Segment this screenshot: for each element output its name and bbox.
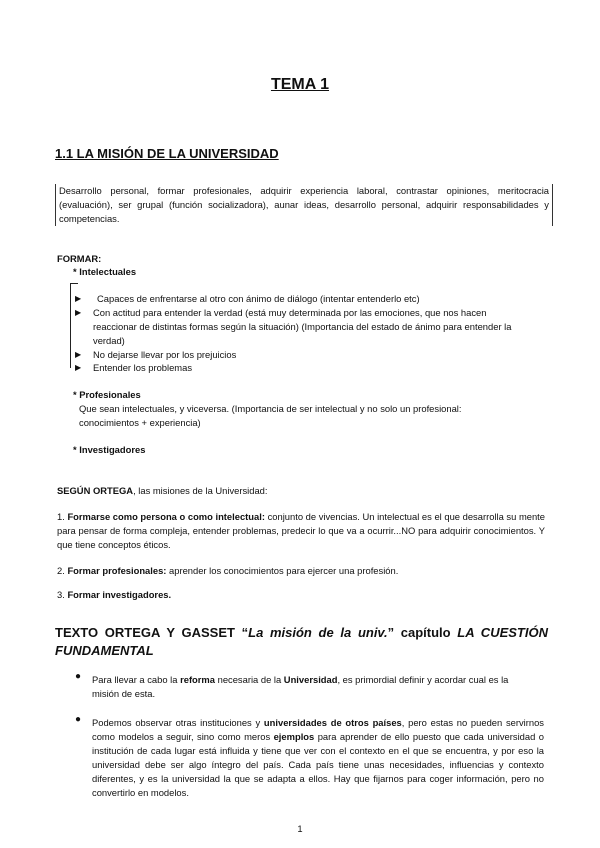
bullet-dot-icon: ● <box>75 714 82 725</box>
bullet-dot-icon: ● <box>75 671 82 682</box>
ortega-intro <box>57 484 268 498</box>
bullet-1-reforma: reforma <box>180 674 215 685</box>
texto-heading-part-c: ” capítulo <box>387 625 458 640</box>
investigadores-label: * Investigadores <box>73 444 146 455</box>
mision-1 <box>57 510 545 552</box>
bullet-2 <box>92 716 544 800</box>
mision-2-title: Formar profesionales: <box>67 565 167 576</box>
bullet-2-text-e: para aprender de ello puesto que cada universidad o institución de cada lugar está influida y tiene que ver con el contexto en el que se encuentra, y por eso la universidad debe ser algo íntegro del país. Cada país tiene unas necesidades, influencias y contexto diferentes, y es la universidad la que se adapta a ellos. Hay que fijarnos para coger información, pero no convertirlo en modelos. <box>92 731 544 798</box>
arrow-right-icon: ▶ <box>75 308 82 317</box>
intelectuales-item-2: Con actitud para entender la verdad (está muy determinada por las emociones, que nos hacen reaccionar de distintas formas según la situación) (Importancia del estado de ánimo para entender la verdad) <box>93 307 512 346</box>
bullet-2-text-c: , pero estas no pueden servirnos como modelos a seguir, sino como meros <box>92 717 544 742</box>
mision-2-text: aprender los conocimientos para ejercer una profesión. <box>166 565 399 576</box>
bullet-2-universidades: universidades de otros países <box>263 717 402 728</box>
page-title: TEMA 1 <box>270 76 330 93</box>
formar-label: FORMAR: <box>57 253 102 264</box>
mision-1-text: conjunto de vivencias. Un intelectual es el que desarrolla su mente para pensar de forma compleja, entender problemas, predecir lo que va a ocurrir...NO para adquirir conocimientos. Y que tiene conceptos éticos. <box>57 511 545 550</box>
bullet-1 <box>92 673 532 701</box>
bullet-1-universidad: Universidad <box>283 674 338 685</box>
intro-box: Desarrollo personal, formar profesionales, adquirir experiencia laboral, contrastar opiniones, meritocracia (evaluación), ser grupal (función socializadora), aunar ideas, desarrollo personal, adquirir responsabilidades y competencias. <box>55 184 553 226</box>
mision-1-number: 1. <box>57 511 68 522</box>
texto-heading <box>55 624 548 660</box>
bullet-1-text-c: necesaria de la <box>215 674 284 685</box>
mision-2 <box>57 564 545 578</box>
profesionales-text: Que sean intelectuales, y viceversa. (Importancia de ser intelectual y no solo un profesional: conocimientos + experiencia) <box>79 403 462 428</box>
profesionales-label: * Profesionales <box>73 389 141 400</box>
mision-2-number: 2. <box>57 565 68 576</box>
page-number: 1 <box>297 823 303 834</box>
ortega-label: SEGÚN ORTEGA <box>57 485 134 496</box>
section-heading: 1.1 LA MISIÓN DE LA UNIVERSIDAD <box>55 146 279 161</box>
mision-3-number: 3. <box>57 589 68 600</box>
mision-1-title: Formarse como persona o como intelectual: <box>67 511 265 522</box>
arrow-right-icon: ▶ <box>75 294 82 303</box>
ortega-label-rest: , las misiones de la Universidad: <box>133 485 268 496</box>
intelectuales-item-4: Entender los problemas <box>93 362 193 373</box>
bullet-2-text-a: Podemos observar otras instituciones y <box>92 717 264 728</box>
mision-3-title: Formar investigadores. <box>67 589 172 600</box>
intelectuales-item-3: No dejarse llevar por los prejuicios <box>93 349 237 360</box>
bullet-1-text-e: , es primordial definir y acordar cual es la misión de esta. <box>92 674 509 699</box>
texto-heading-part-a: TEXTO ORTEGA Y GASSET “ <box>55 625 249 640</box>
bullet-2-ejemplos: ejemplos <box>273 731 315 742</box>
mision-3 <box>57 588 171 602</box>
texto-heading-chapter: LA CUESTIÓN FUNDAMENTAL <box>55 625 548 658</box>
intelectuales-label: * Intelectuales <box>73 266 137 277</box>
intelectuales-item-1: Capaces de enfrentarse al otro con ánimo de diálogo (intentar entenderlo etc) <box>97 293 420 304</box>
arrow-right-icon: ▶ <box>75 363 82 372</box>
texto-heading-book: La misión de la univ. <box>248 625 388 640</box>
bullet-1-text-a: Para llevar a cabo la <box>92 674 181 685</box>
arrow-right-icon: ▶ <box>75 350 82 359</box>
